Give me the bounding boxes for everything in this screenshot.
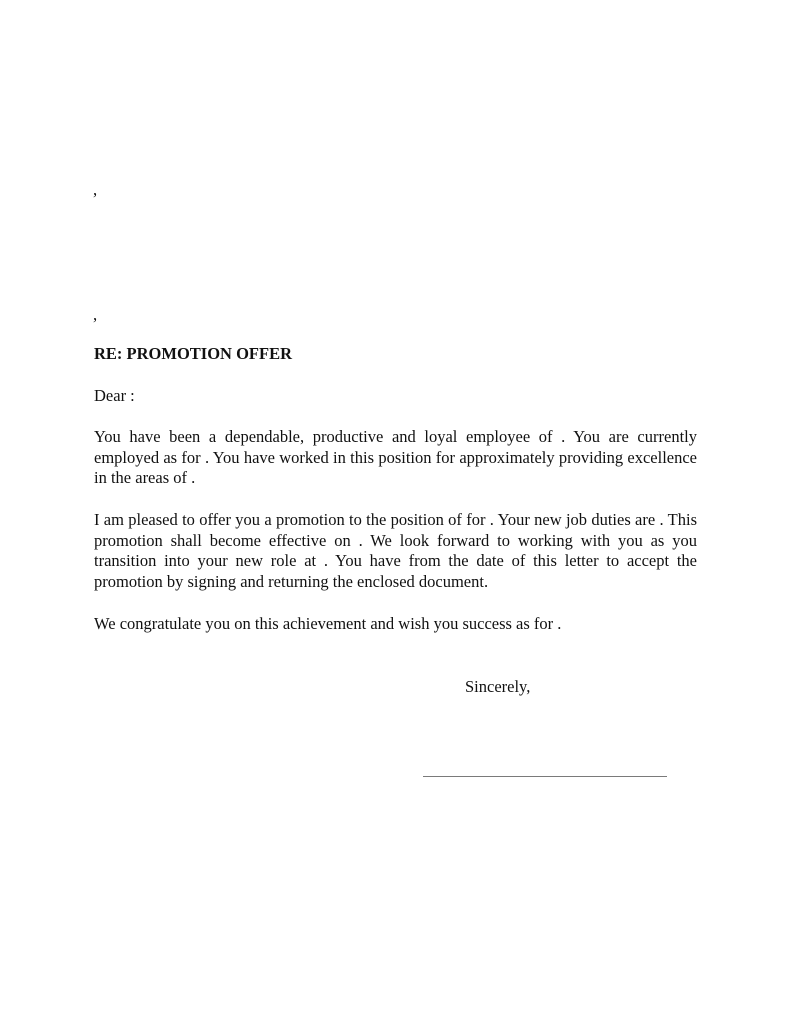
paragraph-current-role: You have been a dependable, productive and loyal employee of . You are currently employed as for . You have worked in this position for approximately providing excellence in the areas of . (94, 427, 697, 488)
signature-line (423, 776, 667, 777)
paragraph-promotion-offer: I am pleased to offer you a promotion to the position of for . Your new job duties are . This promotion shall become effective on . We look forward to working with you as you transition into your new role at . You have from the date of this letter to accept the promotion by signing and returning the enclosed document. (94, 510, 697, 592)
closing: Sincerely, (465, 677, 531, 696)
paragraph-congratulations: We congratulate you on this achievement and wish you success as for . (94, 614, 562, 633)
salutation: Dear : (94, 386, 135, 405)
recipient-address-line: , (93, 305, 98, 324)
subject-line: RE: PROMOTION OFFER (94, 344, 292, 363)
sender-address-line: , (93, 180, 98, 199)
